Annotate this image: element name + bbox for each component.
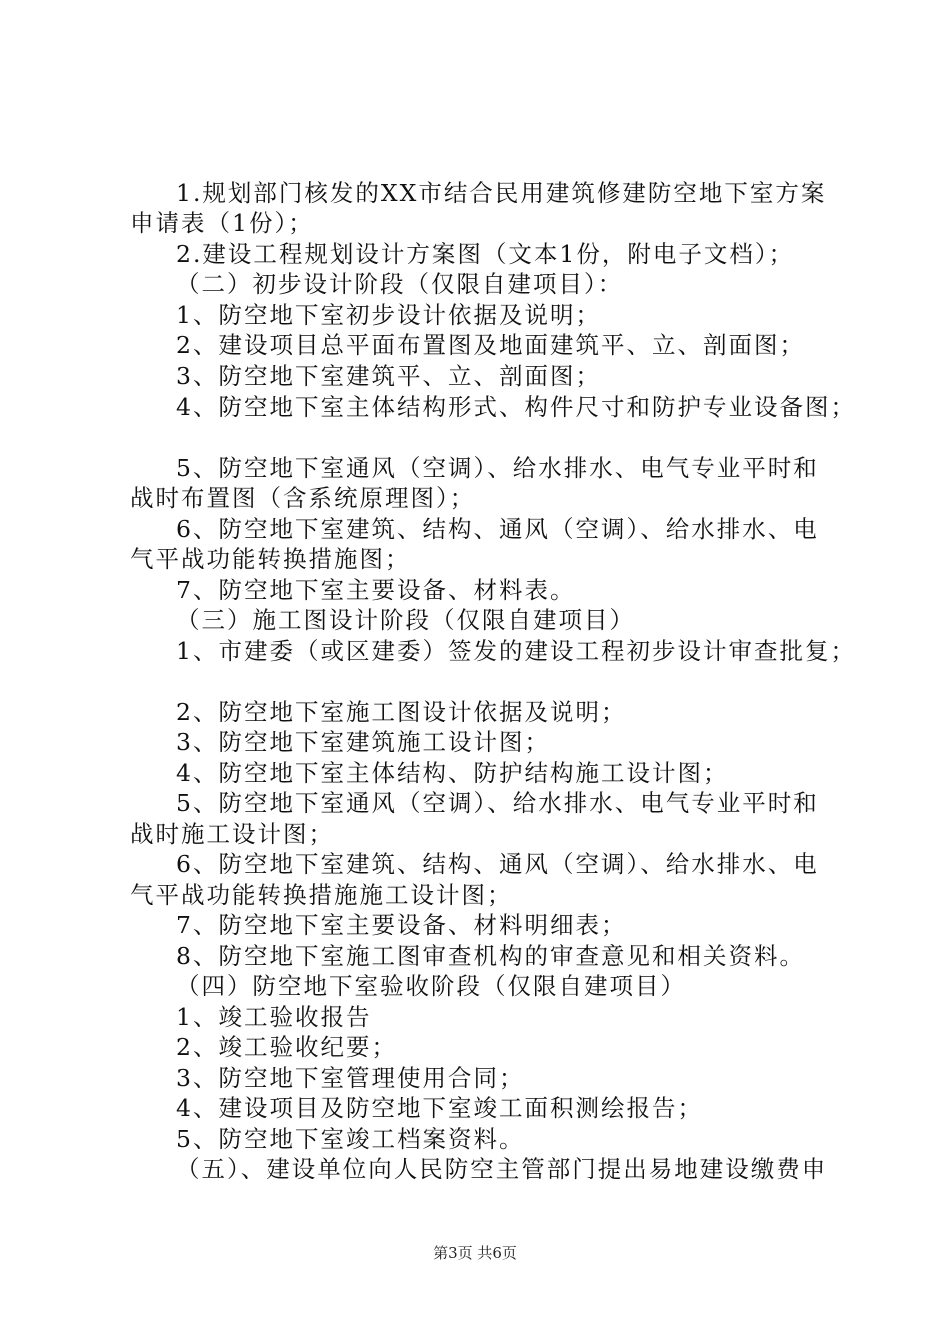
list-item: 2、防空地下室施工图设计依据及说明； — [176, 698, 627, 726]
list-item: 3、防空地下室建筑平、立、剖面图； — [176, 362, 601, 390]
text-line: 气平战功能转换措施施工设计图； — [130, 881, 513, 909]
list-item: 1、市建委（或区建委）签发的建设工程初步设计审查批复； — [176, 637, 856, 665]
list-item: 3、防空地下室建筑施工设计图； — [176, 728, 550, 756]
text-line: 气平战功能转换措施图； — [130, 545, 411, 573]
list-item: 4、建设项目及防空地下室竣工面积测绘报告； — [176, 1094, 703, 1122]
section-heading: （二）初步设计阶段（仅限自建项目）： — [176, 270, 624, 298]
section-heading: （五）、建设单位向人民防空主管部门提出易地建设缴费申 — [176, 1155, 828, 1183]
list-item: 1、防空地下室初步设计依据及说明； — [176, 301, 601, 329]
list-item: 2、建设项目总平面布置图及地面建筑平、立、剖面图； — [176, 331, 805, 359]
list-item: 1、竣工验收报告 — [176, 1003, 372, 1031]
list-item: 2、竣工验收纪要； — [176, 1033, 397, 1061]
section-heading: （四）防空地下室验收阶段（仅限自建项目） — [176, 972, 686, 1000]
list-item: 5、防空地下室竣工档案资料。 — [176, 1125, 525, 1153]
list-item: 5、防空地下室通风（空调）、给水排水、电气专业平时和 — [176, 789, 819, 817]
list-item: 6、防空地下室建筑、结构、通风（空调）、给水排水、电 — [176, 515, 819, 543]
list-item: 5、防空地下室通风（空调）、给水排水、电气专业平时和 — [176, 454, 819, 482]
list-item: 7、防空地下室主要设备、材料表。 — [176, 576, 576, 604]
section-heading: （三）施工图设计阶段（仅限自建项目） — [176, 606, 635, 634]
text-line: 战时施工设计图； — [130, 820, 334, 848]
list-item: 4、防空地下室主体结构形式、构件尺寸和防护专业设备图； — [176, 393, 856, 421]
text-line: 1.规划部门核发的XX市结合民用建筑修建防空地下室方案 — [176, 179, 827, 207]
text-line: 2.建设工程规划设计方案图（文本1份，附电子文档）； — [176, 240, 795, 268]
page-number-footer: 第3页 共6页 — [433, 1244, 517, 1262]
list-item: 8、防空地下室施工图审查机构的审查意见和相关资料。 — [176, 942, 805, 970]
text-line: 申请表（1份）； — [130, 209, 314, 237]
text-line: 战时布置图（含系统原理图）； — [130, 484, 476, 512]
list-item: 7、防空地下室主要设备、材料明细表； — [176, 911, 627, 939]
list-item: 3、防空地下室管理使用合同； — [176, 1064, 525, 1092]
list-item: 4、防空地下室主体结构、防护结构施工设计图； — [176, 759, 729, 787]
list-item: 6、防空地下室建筑、结构、通风（空调）、给水排水、电 — [176, 850, 819, 878]
